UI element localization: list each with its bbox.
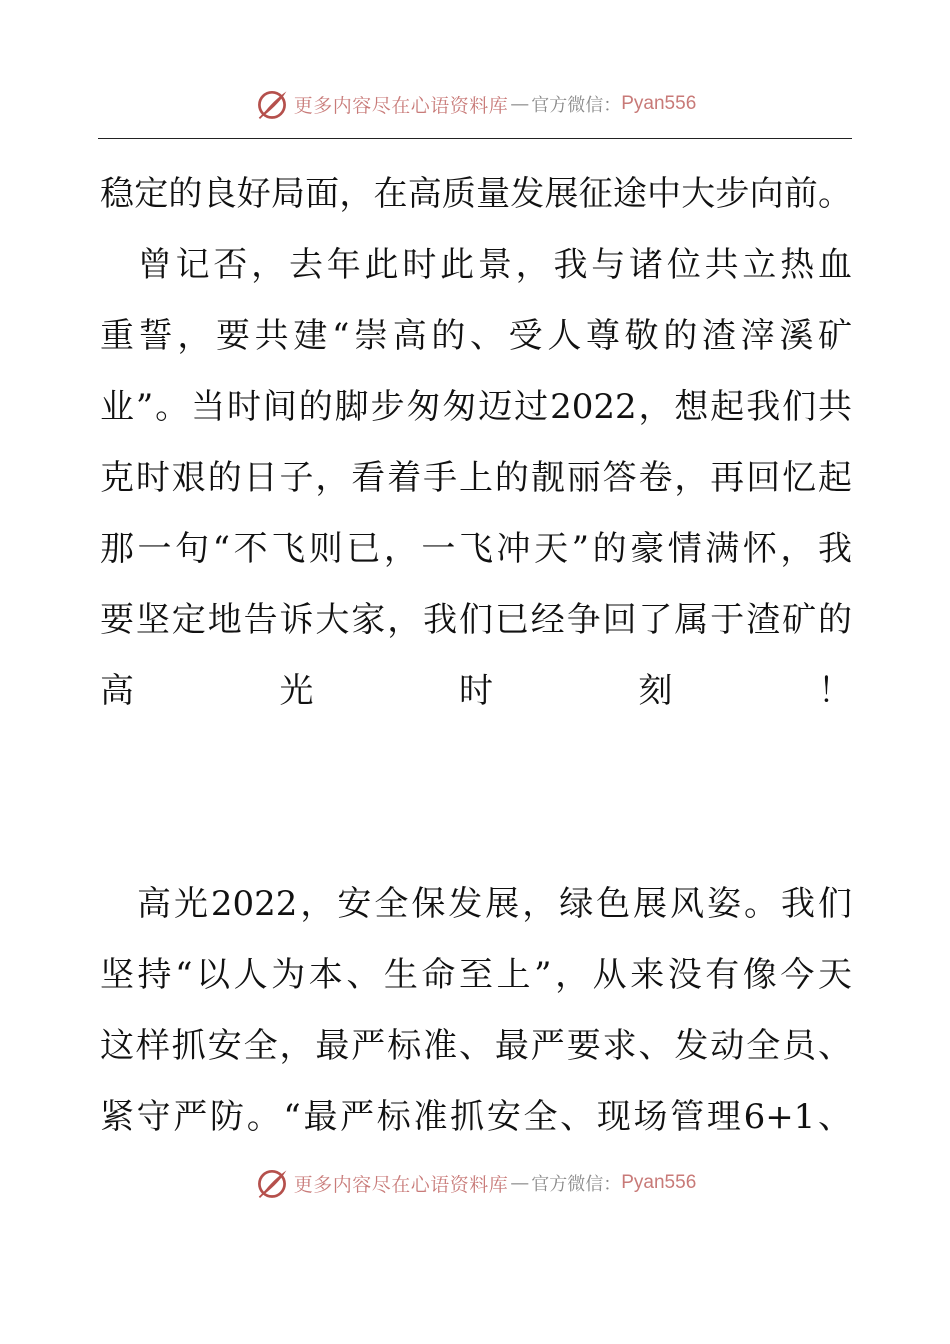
body-line: 这样抓安全，最严标准、最严要求、发动全员、 [100, 1026, 852, 1066]
body-line: 业”。当时间的脚步匆匆迈过2022，想起我们共 [100, 387, 852, 427]
header-watermark [0, 84, 950, 124]
watermark-wechat-label: 官方微信： [531, 1174, 622, 1195]
watermark-main-text: 更多内容尽在心语资料库 [293, 1173, 509, 1196]
body-line: 那一句“不飞则已，一飞冲天”的豪情满怀，我 [100, 529, 852, 569]
footer-watermark [0, 1163, 950, 1203]
body-line: 曾记否，去年此时此景，我与诸位共立热血 [100, 245, 852, 285]
body-line: 高 光 时 刻 ！ [100, 671, 852, 711]
watermark-wechat-label: 官方微信： [531, 95, 622, 116]
body-line: 高光2022，安全保发展，绿色展风姿。我们 [100, 884, 852, 924]
body-line: 要坚定地告诉大家，我们已经争回了属于渣矿的 [100, 600, 852, 640]
body-line: 稳定的良好局面，在高质量发展征途中大步向前。 [100, 174, 852, 214]
body-line: 紧守严防。“最严标准抓安全、现场管理6+1、 [100, 1097, 852, 1137]
quill-logo-icon [254, 1165, 290, 1201]
quill-logo-icon [254, 86, 290, 122]
body-line: 坚持“以人为本、生命至上”，从来没有像今天 [100, 955, 852, 995]
body-line: 重誓，要共建“崇高的、受人尊敬的渣滓溪矿 [100, 316, 852, 356]
header-divider [98, 138, 852, 139]
body-line: 克时艰的日子，看着手上的靓丽答卷，再回忆起 [100, 458, 852, 498]
watermark-wechat-id: Pyan556 [621, 1172, 697, 1193]
watermark-main-text: 更多内容尽在心语资料库 [293, 94, 509, 117]
watermark-dash: — [510, 1172, 530, 1194]
watermark-wechat-id: Pyan556 [621, 93, 697, 114]
watermark-dash: — [510, 93, 530, 115]
